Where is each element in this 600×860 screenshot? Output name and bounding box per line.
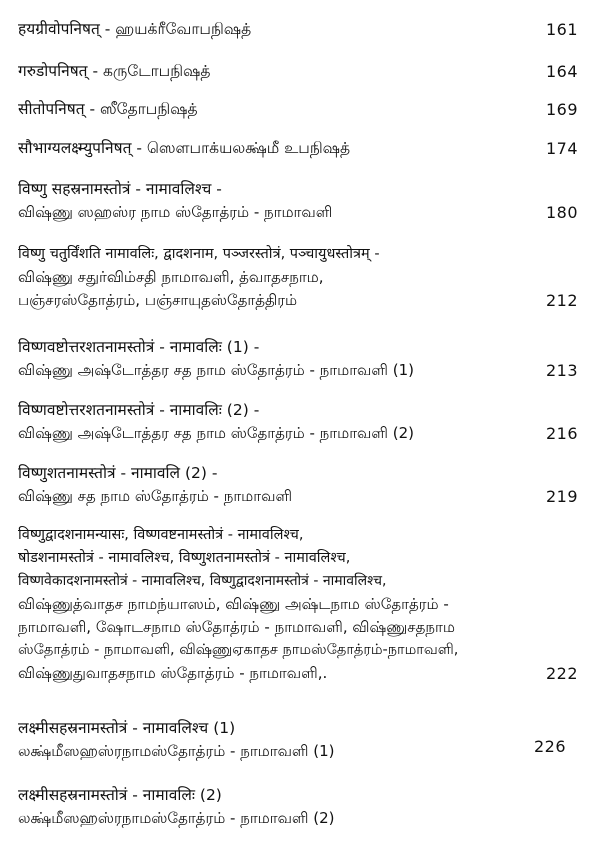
entry-title-line: विष्णु चतुर्विंशति नामावलिः, द्वादशनाम, पञ्जरस्तोत्रं, पञ्चायुधस्तोत्रम् - (18, 246, 380, 262)
page-number: 180 (545, 203, 578, 222)
toc-entry-vishnu-chaturvimshati (18, 243, 578, 312)
toc-entry-sita (18, 98, 578, 121)
entry-title-line: விஷ்ணு சத நாம ஸ்தோத்ரம் - நாமாவளி (18, 487, 293, 505)
entry-title-line: विष्णवष्टोत्तरशतनामस्तोत्रं - नामावलिः (1) - (18, 338, 260, 356)
toc-entry-vishnu-ashtottara-1 (18, 336, 578, 382)
entry-title-line: विष्णुशतनामस्तोत्रं - नामावलि (2) - (18, 464, 218, 482)
page-number: 174 (545, 139, 578, 158)
toc-entry-vishnu-dvadashanama-group (18, 524, 578, 685)
toc-entry-vishnu-shatanama (18, 462, 578, 508)
entry-title-line: लक्ष्मीसहस्रनामस्तोत्रं - नामावलिश्च (1) (18, 719, 236, 737)
entry-title-line: பஞ்சரஸ்தோத்ரம், பஞ்சாயுதஸ்தோத்திரம் (18, 291, 298, 309)
toc-entry-hayagriva (18, 18, 578, 41)
entry-title-line: ஸ்தோத்ரம் - நாமாவளி, விஷ்ணுஏகாதச நாமஸ்தோத்ரம்-நாமாவளி, (18, 642, 459, 658)
entry-title-line: विष्णुद्वादशनामन्यासः, विष्णवष्टनामस्तोत्रं - नामावलिश्च, (18, 527, 304, 543)
page-number: 216 (545, 424, 578, 443)
page-number: 164 (545, 62, 578, 81)
entry-title-line: விஷ்ணுதுவாதசநாம ஸ்தோத்ரம் - நாமாவளி,. (18, 664, 328, 682)
entry-title-line: விஷ்ணு சதுர்விம்சதி நாமாவளி, த்வாதசநாம, (18, 268, 324, 286)
entry-title-line: गरुडोपनिषत् - கருடோபநிஷத் (18, 62, 211, 80)
entry-title-line: விஷ்ணு ஸஹஸ்ர நாம ஸ்தோத்ரம் - நாமாவளி (18, 203, 333, 221)
toc-entry-vishnu-sahasranama (18, 178, 578, 224)
entry-title-line: विष्णवेकादशनामस्तोत्रं - नामावलिश्च, विष्णुद्वादशनामस्तोत्रं - नामावलिश्च, (18, 573, 387, 589)
toc-entry-lakshmi-sahasranama-1 (18, 717, 578, 763)
toc-entry-lakshmi-sahasranama-2 (18, 784, 578, 830)
entry-title-line: விஷ்ணு அஷ்டோத்தர சத நாம ஸ்தோத்ரம் - நாமாவளி (2) (18, 424, 414, 442)
toc-entry-saubhagya-lakshmi (18, 137, 578, 160)
page-number: 169 (545, 100, 578, 119)
toc-entry-garuda (18, 60, 578, 83)
page-number: 222 (545, 664, 578, 683)
entry-title-line: विष्णु सहस्रनामस्तोत्रं - नामावलिश्च - (18, 180, 222, 198)
entry-title-line: सौभाग्यलक्ष्म्युपनिषत् - ஸௌபாக்யலக்ஷ்மீ உபநிஷத் (18, 139, 351, 157)
toc-entry-vishnu-ashtottara-2 (18, 399, 578, 445)
entry-title-line: விஷ்ணுத்வாதச நாமந்யாஸம், விஷ்ணு அஷ்டநாம ஸ்தோத்ரம் - (18, 595, 449, 613)
page-number: 161 (545, 20, 578, 39)
page-number: 213 (545, 361, 578, 380)
entry-title-line: நாமாவளி, ஷோடசநாம ஸ்தோத்ரம் - நாமாவளி, விஷ்ணுசதநாம (18, 618, 455, 636)
entry-title-line: सीतोपनिषत् - ஸீதோபநிஷத் (18, 100, 198, 118)
page-number: 219 (545, 487, 578, 506)
entry-title-line: விஷ்ணு அஷ்டோத்தர சத நாம ஸ்தோத்ரம் - நாமாவளி (1) (18, 361, 414, 379)
entry-title-line: லக்ஷ்மீஸஹஸ்ரநாமஸ்தோத்ரம் - நாமாவளி (2) (18, 809, 335, 827)
page-number: 226 (533, 737, 566, 756)
entry-title-line: लक्ष्मीसहस्रनामस्तोत्रं - नामावलिः (2) (18, 786, 222, 804)
entry-title-line: षोडशनामस्तोत्रं - नामावलिश्च, विष्णुशतनामस्तोत्रं - नामावलिश्च, (18, 550, 351, 566)
entry-title-line: विष्णवष्टोत्तरशतनामस्तोत्रं - नामावलिः (2) - (18, 401, 260, 419)
entry-title-line: லக்ஷ்மீஸஹஸ்ரநாமஸ்தோத்ரம் - நாமாவளி (1) (18, 742, 335, 760)
page-number: 212 (545, 291, 578, 310)
entry-title-line: हयग्रीवोपनिषत् - ஹயக்ரீவோபநிஷத் (18, 20, 252, 38)
